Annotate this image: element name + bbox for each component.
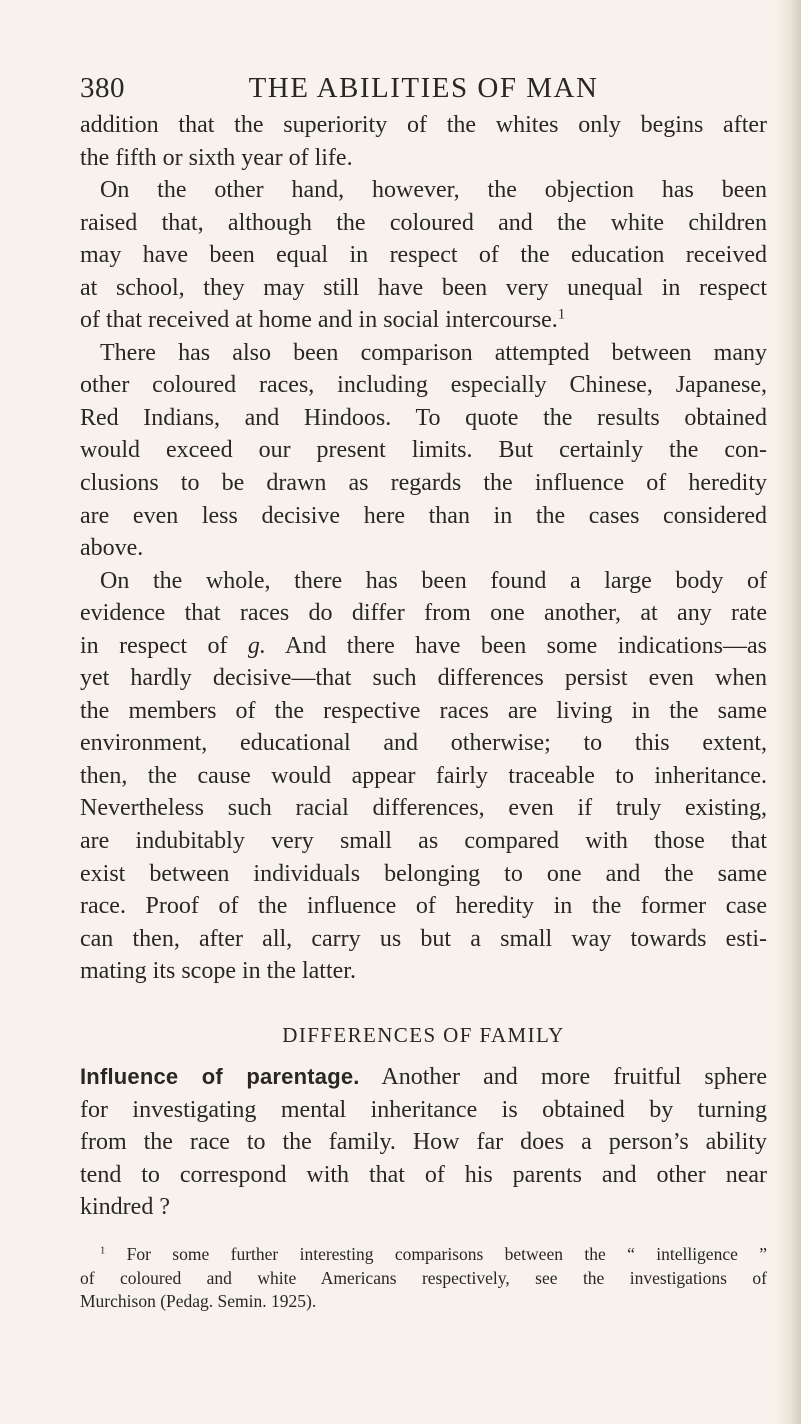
page-edge-shadow [775,0,801,1424]
text-line: mating its scope in the latter. [80,958,356,985]
text-line: clusions to be drawn as regards the influence of heredity [80,470,767,497]
text-line: evidence that races do differ from one another, at any rate [80,600,767,627]
text-line: On the other hand, however, the objection has been [100,177,767,204]
text-line: Nevertheless such racial differences, even if truly existing, [80,795,767,822]
text-line: race. Proof of the influence of heredity in the former case [80,893,767,920]
runin-heading: Influence of parentage. [80,1064,360,1089]
text-line: kindred ? [80,1194,170,1221]
text-line: exist between individuals belonging to one and the same [80,860,767,887]
text-line-content: of that received at home and in social intercourse. [80,307,558,334]
footnotes [80,1243,767,1314]
text-line: the members of the respective races are living in the same [80,697,767,724]
body-text [80,109,767,988]
text-line-content: And there have been some indications—as [285,632,768,659]
running-title: THE ABILITIES OF MAN [248,72,599,104]
text-line-content: Another and more fruitful sphere [381,1064,767,1090]
text-line: are indubitably very small as compared with those that [80,828,767,855]
text-line: for investigating mental inheritance is obtained by turning [80,1096,767,1123]
text-line: yet hardly decisive—that such differences persist even when [80,665,767,692]
g-symbol: g. [247,632,266,659]
text-line: On the whole, there has been found a large body of [100,567,767,594]
text-line: Red Indians, and Hindoos. To quote the results obtained [80,404,767,431]
text-line: may have been equal in respect of the education received [80,242,767,269]
text-line: from the race to the family. How far does a person’s ability [80,1129,767,1156]
page-number: 380 [80,72,125,104]
text-line [80,304,767,337]
footnote-text: For some further interesting comparisons between the “ intelligence ” [126,1244,767,1264]
text-line: raised that, although the coloured and the white children [80,209,767,236]
text-line: then, the cause would appear fairly traceable to inheritance. [80,762,767,789]
section-body [80,1061,767,1224]
text-line: There has also been comparison attempted between many [100,339,767,366]
footnote-reference: 1 [557,306,566,323]
text-line: would exceed our present limits. But certainly the con- [80,437,767,464]
text-line [80,1061,767,1094]
text-line: environment, educational and otherwise; to this extent, [80,730,767,757]
footnote-line: of coloured and white Americans respectively, see the investigations of [80,1267,767,1288]
text-line: at school, they may still have been very unequal in respect [80,274,767,301]
section-heading: DIFFERENCES OF FAMILY [282,1023,565,1047]
text-line [80,630,767,663]
text-line: above. [80,535,144,562]
text-line: can then, after all, carry us but a small way towards esti- [80,925,767,952]
text-line: other coloured races, including especially Chinese, Japanese, [80,372,767,399]
text-line: addition that the superiority of the whites only begins after [80,112,767,138]
text-line: are even less decisive here than in the cases considered [80,502,767,529]
text-line: tend to correspond with that of his parents and other near [80,1161,767,1188]
text-line: the fifth or sixth year of life. [80,144,353,171]
footnote-marker: 1 [100,1245,106,1257]
text-line-content: in respect of [80,632,228,659]
footnote-line: Murchison (Pedag. Semin. 1925). [80,1291,317,1311]
footnote-line [80,1243,767,1267]
